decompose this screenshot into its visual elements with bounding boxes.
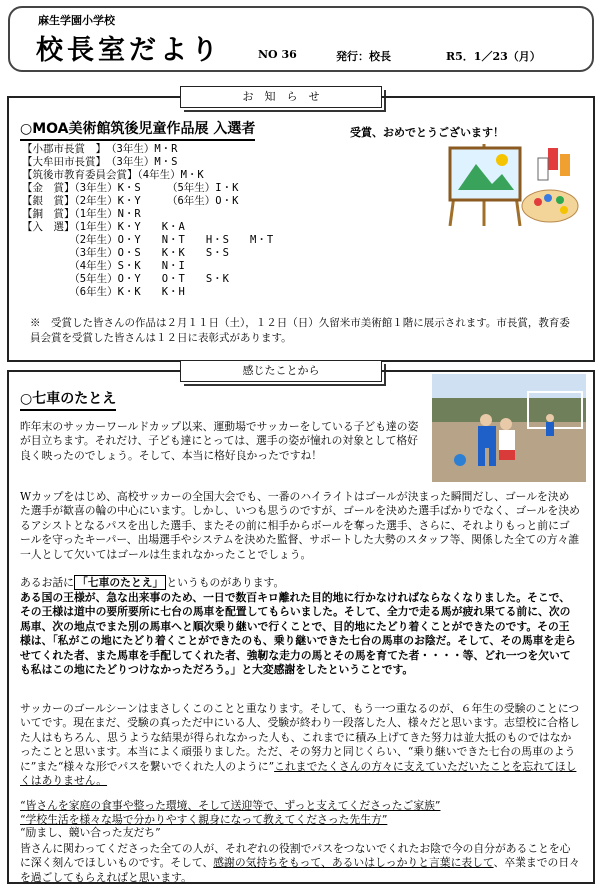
award-line: （3年生）O・S K・K S・S (22, 247, 229, 259)
award-line: 【銅 賞】（1年生）N・R (22, 208, 141, 220)
notice-section-heading: お 知 ら せ (180, 86, 382, 108)
award-line: 【入 選】（1年生）K・Y K・A (22, 221, 185, 233)
school-name: 麻生学園小学校 (38, 14, 115, 27)
award-line: 【筑後市教育委員会賞】（4年生）M・K (22, 169, 204, 181)
reflections-section-heading: 感じたことから (180, 360, 382, 382)
award-line: （6年生）K・K K・H (22, 286, 185, 298)
award-line: （4年生）S・K N・I (22, 260, 185, 272)
seven-carriages-heading: ○七車のたとえ (20, 388, 116, 411)
publisher: 発行：校長 (336, 50, 391, 63)
award-line: 【小郡市長賞 】 （3年生）M・R (22, 143, 178, 155)
issue-date: R5．1／23（月） (446, 50, 541, 63)
award-note: ※ 受賞した皆さんの作品は２月１１日（土），１２日（日）久留米市美術館１階に展示されます。市長賞，教育委員会賞を受賞した皆さんは１２日に表彰式があります。 (30, 317, 570, 344)
newsletter-title: 校長室だより (36, 35, 222, 66)
art-supplies-illustration (440, 140, 580, 226)
award-line: 【銀 賞】（2年生）K・Y （6年生）O・K (22, 195, 239, 207)
quote-lines: “皆さんを家庭の食事や整った環境、そして送迎等で、ずっと支えてくださったご家族” “学校生活を様々な場で分かりやすく親身になって教えてくださった先生方” “励まし、競い合った友だち” (20, 799, 441, 839)
paragraph-exam: サッカーのゴールシーンはまさしくこのことと重なります。そして、もう一つ重なるのが、６年生の受験のことについてです。現在まだ、受験の真っただ中にいる人、受験が終わり一段落した人、様々だと思います。志望校に合格した人はもちろん、思うような結果が得られなかった人も、これまでに積み上げてきた努力は並大抵のものではなかったことと思います。本当によく頑張りました。ただ、その努力と同じくらい、“乗り継いできた七台の馬車のように”また“様々な形でパスを繋いでくれた人のように”これまでたくさんの方々に支えていただいたことを忘れてほしくはありません。 (20, 702, 580, 788)
award-line: （2年生）O・Y N・T H・S M・T (22, 234, 274, 246)
story-intro: あるお話に 「七車のたとえ」 というものがあります。 (20, 576, 285, 589)
award-line: 【金 賞】（3年生）K・S （5年生）I・K (22, 182, 239, 194)
moa-exhibition-heading: ○MOA美術館筑後児童作品展 入選者 (20, 118, 255, 141)
paragraph-goal-scene: Wカップをはじめ、高校サッカーの全国大会でも、一番のハイライトはゴールが決まった瞬間だし、ゴールを決めた選手が歓喜の輪の中心にいます。しかし、いつも思うのですが、ゴールを決めた選手ばかりでなく、ゴールを決めるアシストとなるパスを出した選手、またその前に相手からボールを奪った選手、さらに、それよりもっと前にゴールを守ったキーパー、出場選手やシステムを決めた監督、サポートした大勢のスタッフ等、関係した全ての方々誰一人として欠いてはゴールは生まれなかったことでしょう。 (20, 490, 580, 561)
story-text: ある国の王様が、急な出来事のため、一日で数百キロ離れた目的地に行かなければならなくなりました。そこで、その王様は道中の要所要所に七台の馬車を配置してもらいました。そして、全力で走る馬が疲れ果てる前に、次の馬車、次の地点でまた別の馬車へと順次乗り継いで行くことで、目的地にたどり着くことができたのです。その王様は、「私がこの地にたどり着くことができたのも、乗り継いできた七台の馬車のお陰だ。そして、その馬車を走らせてくれた者、また馬車を手配してくれた者、強靭な走力の馬とその馬を育てた者・・・・等、どれ一つを欠いても私はこの地にたどりつけなかっただろう。」と大変感謝をしたということです。 (20, 591, 576, 677)
story-title-box: 「七車のたとえ」 (74, 575, 166, 590)
soccer-photo (432, 374, 586, 482)
paragraph-worldcup: 昨年末のサッカーワールドカップ以来、運動場でサッカーをしている子ども達の姿が目立ちます。それだけ、子ども達にとっては、選手の姿が憧れの対象として格好良く映ったのでしょう。そして、本当に格好良かったですね！ (20, 420, 419, 462)
award-line: （5年生）O・Y O・T S・K (22, 273, 229, 285)
closing-paragraph: 皆さんに関わってくださった全ての人が、それぞれの役割でパスをつないでくれたお陰で今の自分があることを心に深く刻んでほしいものです。そして、感謝の気持ちをもって、あるいはしっかりと言葉に表して、卒業までの日々を過ごしてもらえればと思います。 (20, 842, 580, 884)
issue-number: NO 36 (258, 48, 297, 61)
congrats-text: 受賞、おめでとうございます！ (350, 126, 504, 139)
award-line: 【大牟田市長賞】 （3年生）M・S (22, 156, 178, 168)
